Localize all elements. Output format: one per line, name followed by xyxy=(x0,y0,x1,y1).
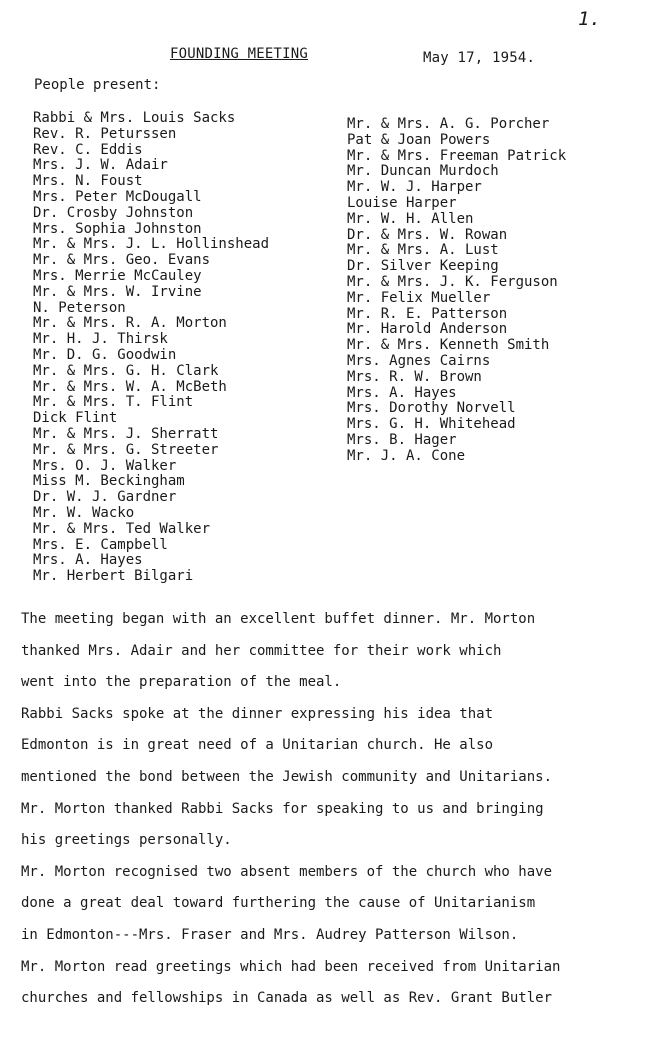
minutes-line: Mr. Morton read greetings which had been received from Unitarian xyxy=(21,958,561,975)
attendee-name: Mr. Herbert Bilgari xyxy=(33,568,194,585)
attendee-name: Mr. & Mrs. A. Lust xyxy=(347,242,499,259)
minutes-line: Edmonton is in great need of a Unitarian church. He also xyxy=(21,737,494,754)
attendee-name: Pat & Joan Powers xyxy=(347,131,491,148)
minutes-line: thanked Mrs. Adair and her committee for their work which xyxy=(21,642,502,659)
attendee-name: Mr. & Mrs. J. K. Ferguson xyxy=(347,273,558,290)
attendee-name: Mrs. J. W. Adair xyxy=(33,157,168,174)
attendee-name: Mrs. Agnes Cairns xyxy=(347,352,491,369)
attendee-name: Dick Flint xyxy=(33,410,118,427)
attendee-name: Mrs. G. H. Whitehead xyxy=(347,416,516,433)
attendee-name: Mrs. N. Foust xyxy=(33,173,143,190)
meeting-date: May 17, 1954. xyxy=(423,50,536,66)
attendee-name: Mrs. B. Hager xyxy=(347,431,457,448)
attendee-name: Mr. & Mrs. A. G. Porcher xyxy=(347,116,550,132)
minutes-line: done a great deal toward furthering the cause of Unitarianism xyxy=(21,895,536,912)
attendee-name: N. Peterson xyxy=(33,299,126,316)
attendee-name: Mr. J. A. Cone xyxy=(347,447,466,464)
attendee-name: Mr. W. J. Harper xyxy=(347,179,482,196)
attendee-name: Mr. & Mrs. Freeman Patrick xyxy=(347,147,567,164)
attendee-name: Mrs. A. Hayes xyxy=(33,552,143,569)
attendee-name: Mrs. Dorothy Norvell xyxy=(347,400,516,417)
minutes-line: churches and fellowships in Canada as well as Rev. Grant Butler xyxy=(21,990,553,1007)
minutes-line: went into the preparation of the meal. xyxy=(21,674,342,691)
document-title: FOUNDING MEETING xyxy=(170,46,309,62)
minutes-line: in Edmonton---Mrs. Fraser and Mrs. Audrey Patterson Wilson. xyxy=(21,926,519,943)
minutes-line: his greetings personally. xyxy=(21,832,232,849)
attendee-name: Mr. H. J. Thirsk xyxy=(33,331,168,348)
page-number: 1. xyxy=(578,8,601,30)
attendee-name: Dr. Crosby Johnston xyxy=(33,204,194,221)
attendee-name: Mr. R. E. Patterson xyxy=(347,305,508,322)
attendee-name: Mr. & Mrs. Kenneth Smith xyxy=(347,337,550,354)
attendee-name: Miss M. Beckingham xyxy=(33,473,185,490)
attendee-name: Mrs. Sophia Johnston xyxy=(33,220,202,237)
attendee-name: Dr. W. J. Gardner xyxy=(33,489,177,506)
minutes-line: The meeting began with an excellent buffet dinner. Mr. Morton xyxy=(21,611,536,627)
attendee-name: Rev. R. Peturssen xyxy=(33,125,177,142)
attendee-name: Louise Harper xyxy=(347,194,457,211)
attendee-name: Mr. W. Wacko xyxy=(33,504,135,521)
attendee-name: Rabbi & Mrs. Louis Sacks xyxy=(33,110,236,126)
minutes-line: Mr. Morton thanked Rabbi Sacks for speaking to us and bringing xyxy=(21,800,544,817)
attendee-name: Mr. & Mrs. R. A. Morton xyxy=(33,315,227,332)
attendee-name: Mr. D. G. Goodwin xyxy=(33,346,177,363)
meeting-minutes-body xyxy=(21,604,651,1015)
attendee-name: Mrs. O. J. Walker xyxy=(33,457,177,474)
attendee-name: Mrs. Peter McDougall xyxy=(33,188,202,205)
attendee-name: Mr. & Mrs. W. A. McBeth xyxy=(33,378,227,395)
minutes-line: Rabbi Sacks spoke at the dinner expressing his idea that xyxy=(21,705,494,722)
attendee-name: Mrs. Merrie McCauley xyxy=(33,267,202,284)
attendee-list-left xyxy=(33,111,269,585)
attendee-name: Mr. & Mrs. Geo. Evans xyxy=(33,252,211,269)
attendee-name: Dr. Silver Keeping xyxy=(347,258,499,275)
attendee-name: Mr. Duncan Murdoch xyxy=(347,163,499,180)
attendee-name: Mr. Felix Mueller xyxy=(347,289,491,306)
attendee-name: Mr. Harold Anderson xyxy=(347,321,508,338)
attendee-name: Mr. W. H. Allen xyxy=(347,210,474,227)
attendee-name: Mr. & Mrs. J. L. Hollinshead xyxy=(33,236,270,253)
attendee-name: Mr. & Mrs. W. Irvine xyxy=(33,283,202,300)
attendee-name: Mr. & Mrs. J. Sherratt xyxy=(33,425,219,442)
attendee-name: Dr. & Mrs. W. Rowan xyxy=(347,226,508,243)
attendee-name: Mr. & Mrs. G. Streeter xyxy=(33,441,219,458)
minutes-line: mentioned the bond between the Jewish community and Unitarians. xyxy=(21,768,553,785)
attendee-name: Mr. & Mrs. T. Flint xyxy=(33,394,194,411)
attendee-name: Mr. & Mrs. Ted Walker xyxy=(33,520,211,537)
attendee-name: Mr. & Mrs. G. H. Clark xyxy=(33,362,219,379)
people-present-label: People present: xyxy=(34,77,161,93)
attendee-name: Rev. C. Eddis xyxy=(33,141,143,158)
attendee-list-right xyxy=(347,117,566,465)
attendee-name: Mrs. A. Hayes xyxy=(347,384,457,401)
minutes-line: Mr. Morton recognised two absent members of the church who have xyxy=(21,863,553,880)
attendee-name: Mrs. E. Campbell xyxy=(33,536,168,553)
attendee-name: Mrs. R. W. Brown xyxy=(347,368,482,385)
